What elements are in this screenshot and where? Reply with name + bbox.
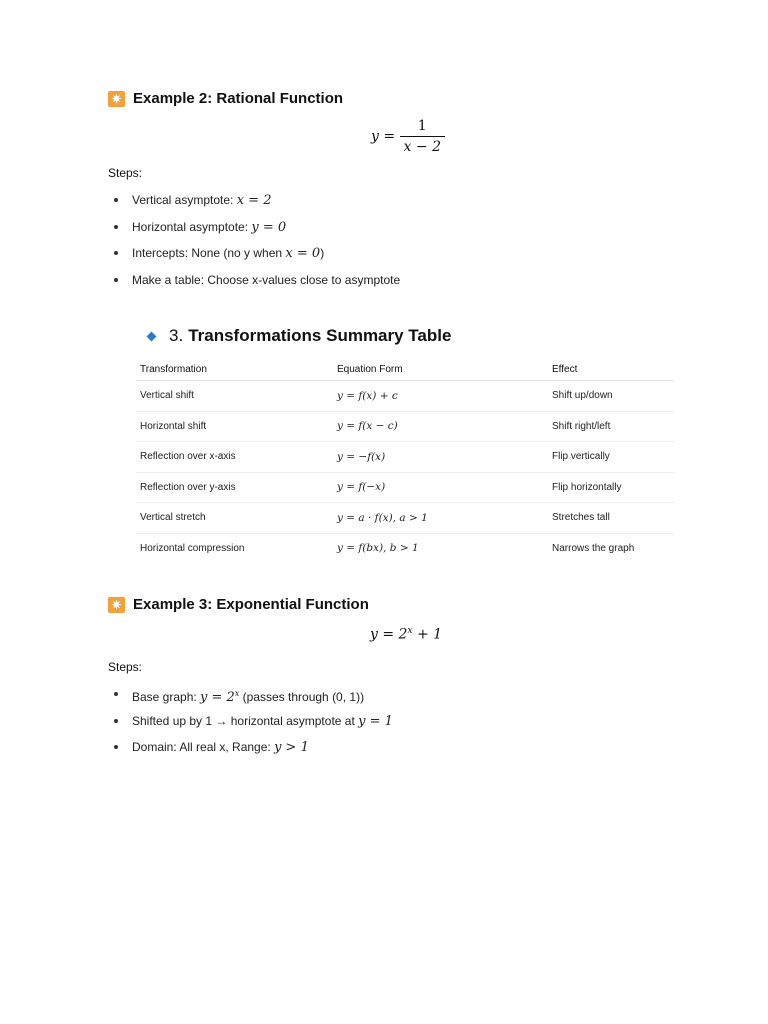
table-row: Vertical stretch y = a · f(x), a > 1 Stretches tall: [136, 503, 674, 534]
section-title: Transformations Summary Table: [188, 326, 452, 345]
example-2-title: Example 2: Rational Function: [133, 90, 344, 107]
example-2-heading: [108, 90, 343, 107]
steps-label: Steps:: [108, 166, 143, 180]
list-item: Horizontal asymptote: y = 0: [108, 219, 668, 246]
list-item: Intercepts: None (no y when x = 0): [108, 245, 668, 272]
table-row: Reflection over x-axis y = −f(x) Flip vertically: [136, 442, 674, 473]
denominator: x − 2: [400, 136, 445, 155]
table-row: Reflection over y-axis y = f(−x) Flip horizontally: [136, 472, 674, 503]
example-3-steps: [108, 686, 668, 766]
example-2-steps: [108, 192, 668, 298]
rational-equation: [371, 118, 445, 155]
table-row: Vertical shift y = f(x) + c Shift up/down: [136, 381, 674, 412]
example-3-title: Example 3: Exponential Function: [133, 596, 369, 613]
column-header: Equation Form: [333, 358, 548, 381]
section-number: 3.: [169, 326, 184, 345]
list-item: Vertical asymptote: x = 2: [108, 192, 668, 219]
list-item: Shifted up by 1 → horizontal asymptote at y = 1: [108, 713, 668, 740]
steps-label: Steps:: [108, 660, 143, 674]
section-3-heading: [148, 326, 451, 346]
column-header: Effect: [548, 358, 674, 381]
exponential-equation: $y = 2^x + 1$: [370, 626, 443, 643]
table-header-row: [136, 358, 674, 381]
list-item: Base graph: $y = 2^x$ (passes through (0, 1)): [108, 686, 668, 713]
table-row: Horizontal shift y = f(x − c) Shift right/left: [136, 411, 674, 442]
fraction: [400, 118, 445, 155]
diamond-icon: [147, 331, 157, 341]
list-item: Domain: All real x, Range: y > 1: [108, 739, 668, 766]
transformations-table: [136, 358, 674, 563]
burst-icon: ✷: [108, 597, 125, 613]
example-3-heading: [108, 596, 369, 613]
equation-lhs: y =: [371, 128, 396, 145]
table-row: Horizontal compression y = f(bx), b > 1 Narrows the graph: [140, 542, 635, 555]
numerator: 1: [417, 118, 427, 134]
burst-icon: ✷: [108, 91, 125, 107]
column-header: Transformation: [136, 358, 333, 381]
list-item: Make a table: Choose x-values close to asymptote: [108, 272, 668, 299]
